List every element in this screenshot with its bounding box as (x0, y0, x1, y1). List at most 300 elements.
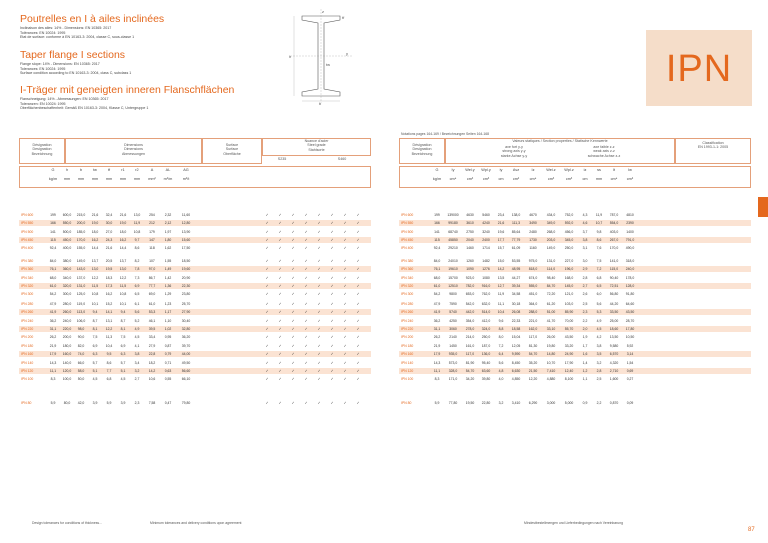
value-cell: 39,5 (148, 326, 156, 331)
grade-check-icon: ✓ (343, 352, 347, 357)
value-cell: 1,36 (164, 283, 172, 288)
grade-check-icon: ✓ (330, 237, 334, 242)
footer-note-3: Mindestbestellmengen und Lieferbedingungen nach Vereinbarung (524, 521, 623, 525)
value-cell: 86,7 (148, 275, 156, 280)
value-cell: 5,7 (120, 360, 126, 365)
value-cell: 268,0 (546, 229, 556, 234)
table-row (19, 275, 371, 281)
value-cell: 9,4 (92, 310, 98, 315)
value-cell: 1,80 (164, 237, 172, 242)
value-cell: 8,1 (120, 326, 126, 331)
value-cell: 8,0 (498, 335, 504, 340)
value-cell: 98,40 (546, 275, 556, 280)
value-cell: 6,9 (92, 344, 98, 348)
grade-check-icon: ✓ (265, 352, 269, 357)
value-cell: 8,6 (596, 237, 602, 242)
value-cell: 0,87 (164, 344, 172, 348)
symbol-12: Iw (628, 168, 632, 172)
grade-check-icon: ✓ (304, 275, 308, 280)
value-cell: 39,70 (181, 344, 191, 348)
grade-check-icon: ✓ (356, 267, 360, 272)
grade-check-icon: ✓ (265, 283, 269, 288)
grade-check-icon: ✓ (317, 318, 321, 323)
grade-check-icon: ✓ (343, 318, 347, 323)
symbol-7: A (150, 168, 154, 172)
value-cell: 85,90 (564, 310, 574, 315)
value-cell: 762,0 (481, 292, 491, 297)
value-cell: 3,2 (498, 401, 504, 405)
value-cell: 250,0 (481, 335, 491, 340)
value-cell: 1,600 (609, 377, 619, 382)
grade-check-icon: ✓ (343, 360, 347, 365)
value-cell: 3240 (482, 229, 490, 234)
value-cell: 8,6 (106, 360, 112, 365)
grade-check-icon: ✓ (343, 246, 347, 251)
value-cell: 64,60 (625, 302, 635, 306)
grade-check-icon: ✓ (278, 368, 282, 373)
table-row (399, 283, 751, 289)
value-cell: 592,0 (564, 221, 574, 226)
grade-check-icon: ✓ (265, 267, 269, 272)
value-cell: 34,58 (511, 292, 521, 297)
value-cell: 11,1 (49, 368, 57, 373)
value-cell: 15700 (448, 275, 458, 280)
grade-check-icon: ✓ (356, 401, 360, 405)
value-cell: 10,7 (595, 221, 603, 226)
value-cell: 4,1 (134, 344, 140, 348)
table-row (399, 212, 751, 218)
symbol-1: h (65, 168, 69, 172)
value-cell: 2,3 (134, 401, 140, 405)
grade-check-icon: ✓ (265, 302, 269, 306)
value-cell: 76,1 (49, 267, 57, 272)
value-cell: 220,0 (62, 326, 72, 331)
value-cell: 168,0 (564, 275, 574, 280)
grade-check-icon: ✓ (278, 229, 282, 234)
grade-check-icon: ✓ (291, 326, 295, 331)
grade-check-icon: ✓ (330, 267, 334, 272)
value-cell: 36,2 (433, 318, 441, 323)
grade-check-icon: ✓ (330, 377, 334, 382)
value-cell: 1,54 (626, 360, 634, 365)
grade-check-icon: ✓ (278, 344, 282, 348)
value-cell: 63,60 (481, 368, 491, 373)
grade-check-icon: ✓ (330, 246, 334, 251)
value-cell: 4240 (482, 221, 490, 226)
subtitle-de-2: Toleranzen: EN 10024: 1995 (20, 101, 66, 106)
grade-check-icon: ✓ (265, 326, 269, 331)
unit-8: cm³ (565, 177, 573, 181)
symbol-8: Wpl.z (564, 168, 574, 172)
value-cell: 7,5 (596, 259, 602, 263)
value-cell: 254 (149, 213, 155, 217)
value-cell: 10,8 (91, 292, 99, 297)
value-cell: 5,2 (134, 318, 140, 323)
value-cell: 115 (50, 237, 56, 242)
value-cell: 4,6 (582, 221, 588, 226)
value-cell: 600,0 (62, 213, 72, 217)
grade-check-icon: ✓ (278, 221, 282, 226)
value-cell: 5,7 (92, 360, 98, 365)
grade-check-icon: ✓ (304, 259, 308, 263)
value-cell: 550,0 (62, 221, 72, 226)
value-cell: 3,0 (582, 259, 588, 263)
value-cell: 1,17 (164, 310, 172, 315)
value-cell: 3,14 (626, 352, 634, 357)
value-cell: 18,2 (148, 360, 156, 365)
grade-check-icon: ✓ (291, 229, 295, 234)
value-cell: 674,0 (528, 275, 538, 280)
value-cell: 43,50 (564, 335, 574, 340)
value-cell: 3060 (449, 326, 457, 331)
value-cell: 17,80 (625, 326, 635, 331)
value-cell: 5,000 (564, 401, 574, 405)
value-cell: 145,0 (564, 283, 574, 288)
value-cell: 7,5 (92, 335, 98, 340)
value-cell: 80,0 (63, 401, 71, 405)
value-cell: 140,0 (62, 360, 72, 365)
value-cell: 44,00 (181, 352, 191, 357)
value-cell: 7,3 (134, 275, 140, 280)
value-cell: 200,0 (76, 221, 86, 226)
value-cell: 451,0 (528, 292, 538, 297)
header-dimensions-label: Dimensions Dimensions Abmessungen (122, 143, 145, 156)
grade-check-icon: ✓ (265, 275, 269, 280)
grade-check-icon: ✓ (356, 377, 360, 382)
value-cell: 18,0 (91, 229, 99, 234)
grade-check-icon: ✓ (356, 237, 360, 242)
value-cell: 4,320 (609, 360, 619, 365)
table-row (399, 400, 751, 406)
grade-check-icon: ✓ (304, 318, 308, 323)
value-cell: 278,0 (465, 326, 475, 331)
symbol-0: G (51, 168, 55, 172)
value-cell: 555,0 (528, 283, 538, 288)
symbol-5: r1 (121, 168, 125, 172)
value-cell: 149,0 (546, 246, 556, 251)
value-cell: 128,0 (625, 283, 635, 288)
value-cell: 6,5 (596, 283, 602, 288)
value-cell: 3490 (529, 221, 537, 226)
value-cell: 199 (50, 213, 56, 217)
value-cell: 10,8 (119, 292, 127, 297)
value-cell: 9,8 (596, 229, 602, 234)
symbol-9: AG (183, 168, 189, 172)
value-cell: 200,0 (62, 335, 72, 340)
grade-check-icon: ✓ (330, 259, 334, 263)
grade-check-icon: ✓ (291, 377, 295, 382)
table-row (19, 343, 371, 349)
grade-check-icon: ✓ (304, 368, 308, 373)
value-cell: 354,0 (465, 318, 475, 323)
value-cell: 11,3 (105, 335, 113, 340)
grade-check-icon: ✓ (356, 352, 360, 357)
grade-check-icon: ✓ (265, 237, 269, 242)
value-cell: 13,7 (91, 259, 99, 263)
value-cell: 137,0 (76, 275, 86, 280)
value-cell: 12,20 (528, 377, 538, 382)
symbol-4: tf (107, 168, 111, 172)
value-cell: 22,33 (511, 318, 521, 323)
symbol-5: Avz (512, 168, 520, 172)
header-surface-label: Surface Surface Oberfläche (223, 143, 241, 156)
value-cell: 25,70 (181, 302, 191, 306)
value-cell: 6,3 (120, 352, 126, 357)
right-header-designation-label: Désignation Designation Bezeichnung (411, 143, 433, 156)
value-cell: 54,2 (433, 292, 441, 297)
grade-check-icon: ✓ (356, 302, 360, 306)
value-cell: 787,0 (609, 213, 619, 217)
grade-check-icon: ✓ (265, 213, 269, 217)
value-cell: 32,4 (105, 213, 113, 217)
value-cell: 41,9 (433, 310, 441, 315)
value-cell: 8,7 (92, 318, 98, 323)
value-cell: 69,0 (148, 292, 156, 297)
grade-check-icon: ✓ (356, 221, 360, 226)
subtitle-de-3: Oberflächenbeschaffenheit: Gemäß EN 10163-3: 2004, Klasse C, Untergruppe 1 (20, 106, 149, 111)
right-header-strong-axis: axe fort y-y strong axis y-y starke Achse y-y (500, 145, 528, 158)
value-cell: 84,0 (433, 259, 441, 263)
grade-check-icon: ✓ (317, 267, 321, 272)
value-cell: 44,27 (511, 275, 521, 280)
grade-check-icon: ✓ (356, 310, 360, 315)
value-cell: 19,80 (546, 344, 556, 348)
grade-check-icon: ✓ (304, 377, 308, 382)
value-cell: 267,0 (609, 237, 619, 242)
value-cell: 6,9 (134, 283, 140, 288)
value-cell: 119,0 (76, 302, 86, 306)
value-cell: 20,5 (105, 259, 113, 263)
value-cell: 10,1 (91, 302, 99, 306)
table-row (19, 220, 371, 226)
value-cell: 10,4 (105, 344, 113, 348)
value-cell: 4,880 (546, 377, 556, 382)
grade-check-icon: ✓ (278, 326, 282, 331)
grade-check-icon: ✓ (304, 267, 308, 272)
value-cell: 42,0 (77, 401, 85, 405)
value-cell: 44,20 (609, 302, 619, 306)
value-cell: 4810 (626, 213, 634, 217)
value-cell: 4,8 (498, 368, 504, 373)
value-cell: 4,5 (92, 377, 98, 382)
grade-check-icon: ✓ (317, 213, 321, 217)
value-cell: 5,3 (596, 310, 602, 315)
unit-9: m²/t (182, 177, 190, 181)
grade-check-icon: ✓ (343, 335, 347, 340)
grade-check-icon: ✓ (343, 267, 347, 272)
value-cell: 3,8 (134, 352, 140, 357)
table-row (399, 301, 751, 307)
unit-11: cm⁴ (610, 177, 618, 181)
value-cell: 90,40 (609, 275, 619, 280)
grade-check-icon: ✓ (265, 259, 269, 263)
value-cell: 125,0 (76, 292, 86, 297)
grade-check-icon: ✓ (304, 221, 308, 226)
unit-4: cm (498, 177, 504, 181)
value-cell: 11,1 (433, 368, 441, 373)
value-cell: 18,50 (181, 259, 191, 263)
subtitle-en-1: Flange slope: 14% - Dimensions: EN 10365: 2017 (20, 62, 100, 66)
grade-check-icon: ✓ (356, 213, 360, 217)
footer-note-2: Minimum tolerances and delivery conditions upon agreement (150, 521, 242, 525)
value-cell: 13,0 (133, 213, 141, 217)
value-cell: 2,5 (596, 377, 602, 382)
value-cell: 8,7 (120, 318, 126, 323)
value-cell: 5,9 (434, 401, 440, 405)
value-cell: 1,49 (164, 267, 172, 272)
value-cell: 92,4 (433, 246, 441, 251)
value-cell: 72,20 (546, 292, 556, 297)
value-cell: 6,8 (596, 275, 602, 280)
value-cell: 1730 (529, 237, 537, 242)
designation-cell: IPN 220 (401, 326, 414, 331)
value-cell: 161,0 (465, 344, 475, 348)
value-cell: 5,9 (50, 401, 56, 405)
svg-text:b: b (319, 101, 322, 106)
value-cell: 8,6 (134, 246, 140, 251)
table-row (19, 266, 371, 272)
value-cell: 77,79 (511, 237, 521, 242)
table-row (399, 291, 751, 297)
grade-check-icon: ✓ (304, 310, 308, 315)
value-cell: 13,0 (91, 267, 99, 272)
footer-note-1: Design tolerances for conditions of thickness... (32, 521, 102, 525)
grade-check-icon: ✓ (291, 344, 295, 348)
value-cell: 13,90 (181, 229, 191, 234)
value-cell: 3,7 (582, 229, 588, 234)
value-cell: 20,90 (181, 275, 191, 280)
value-cell: 280,0 (62, 302, 72, 306)
value-cell: 212 (149, 221, 155, 226)
value-cell: 1,02 (164, 326, 172, 331)
value-cell: 10,50 (625, 335, 635, 340)
designation-cell: IPN 200 (401, 335, 414, 340)
value-cell: 3,2 (596, 360, 602, 365)
subtitle-fr-1: Inclinaison des ailes: 14% - Dimensions: EN 10365: 2017 (20, 26, 112, 30)
grade-check-icon: ✓ (356, 275, 360, 280)
value-cell: 7,5 (120, 335, 126, 340)
value-cell: 17,9 (49, 352, 57, 357)
value-cell: 2400 (482, 237, 490, 242)
value-cell: 95,40 (481, 360, 491, 365)
symbol-11: It (612, 168, 616, 172)
grade-check-icon: ✓ (304, 401, 308, 405)
value-cell: 41,70 (546, 318, 556, 323)
grade-check-icon: ✓ (317, 352, 321, 357)
value-cell: 4250 (449, 318, 457, 323)
value-cell: 442,0 (465, 310, 475, 315)
table-row (19, 283, 371, 289)
grade-check-icon: ✓ (278, 401, 282, 405)
grade-check-icon: ✓ (343, 237, 347, 242)
grade-check-icon: ✓ (343, 302, 347, 306)
table-row (19, 376, 371, 382)
value-cell: 54,70 (465, 368, 475, 373)
grade-check-icon: ✓ (330, 335, 334, 340)
table-row (399, 275, 751, 281)
value-cell: 2,9 (582, 267, 588, 272)
svg-text:tw: tw (326, 62, 330, 67)
value-cell: 0,95 (164, 335, 172, 340)
unit-5: cm² (512, 177, 520, 181)
value-cell: 53,55 (511, 259, 521, 263)
value-cell: 13,1 (105, 318, 113, 323)
unit-7: cm³ (547, 177, 555, 181)
value-cell: 573,0 (448, 360, 458, 365)
value-cell: 26,00 (546, 335, 556, 340)
value-cell: 61,0 (49, 283, 57, 288)
value-cell: 18,3 (105, 275, 113, 280)
value-cell: 26,2 (433, 335, 441, 340)
value-cell: 11,1 (497, 302, 505, 306)
value-cell: 149,0 (76, 259, 86, 263)
subtitle-de-1: Flanschneigung: 14% - Abmessungen: EN 10365: 2017 (20, 97, 109, 101)
value-cell: 240,0 (62, 318, 72, 323)
value-cell: 9,4 (120, 310, 126, 315)
value-cell: 7,7 (106, 368, 112, 373)
grade-check-icon: ✓ (278, 237, 282, 242)
designation-cell: IPN 200 (21, 335, 34, 340)
value-cell: 56,80 (609, 292, 619, 297)
value-cell: 162,0 (528, 326, 538, 331)
grade-check-icon: ✓ (304, 302, 308, 306)
designation-cell: IPN 320 (401, 283, 414, 288)
grade-check-icon: ✓ (330, 318, 334, 323)
grade-check-icon: ✓ (317, 360, 321, 365)
designation-cell: IPN 120 (401, 368, 414, 373)
grade-check-icon: ✓ (304, 229, 308, 234)
value-cell: 13,7 (119, 259, 127, 263)
symbol-8: AL (165, 168, 171, 172)
table-row (19, 400, 371, 406)
table-row (19, 368, 371, 374)
grade-check-icon: ✓ (330, 401, 334, 405)
value-cell: 107 (149, 259, 155, 263)
value-cell: 85,64 (511, 229, 521, 234)
value-cell: 1090 (466, 267, 474, 272)
value-cell: 4670 (529, 213, 537, 217)
right-header-weak-axis: axe faible z-z weak axis z-z schwache Achse z-z (587, 145, 621, 158)
value-cell: 18,60 (609, 326, 619, 331)
table-row (399, 237, 751, 243)
value-cell: 0,71 (164, 360, 172, 365)
value-cell: 47,9 (433, 302, 441, 306)
grade-check-icon: ✓ (304, 213, 308, 217)
value-cell: 1714 (482, 246, 490, 251)
value-cell: 632,0 (481, 302, 491, 306)
grade-check-icon: ✓ (265, 221, 269, 226)
designation-cell: IPN 600 (21, 213, 34, 217)
designation-cell: IPN 320 (21, 283, 34, 288)
value-cell: 196,0 (564, 267, 574, 272)
side-tab (758, 197, 768, 217)
value-cell: 6,9 (120, 344, 126, 348)
value-cell: 2,6 (582, 292, 588, 297)
value-cell: 68,0 (433, 275, 441, 280)
value-cell: 214,0 (465, 335, 475, 340)
value-cell: 11,5 (119, 283, 127, 288)
symbol-4: iy (499, 168, 503, 172)
designation-cell: IPN 80 (401, 401, 412, 405)
unit-3: cm³ (482, 177, 490, 181)
value-cell: 17,7 (497, 237, 505, 242)
designation-cell: IPN 500 (401, 229, 414, 234)
table-row (19, 351, 371, 357)
value-cell: 5460 (482, 213, 490, 217)
value-cell: 2,3 (582, 310, 588, 315)
value-cell: 7,2 (498, 344, 504, 348)
value-cell: 19,6 (497, 229, 505, 234)
